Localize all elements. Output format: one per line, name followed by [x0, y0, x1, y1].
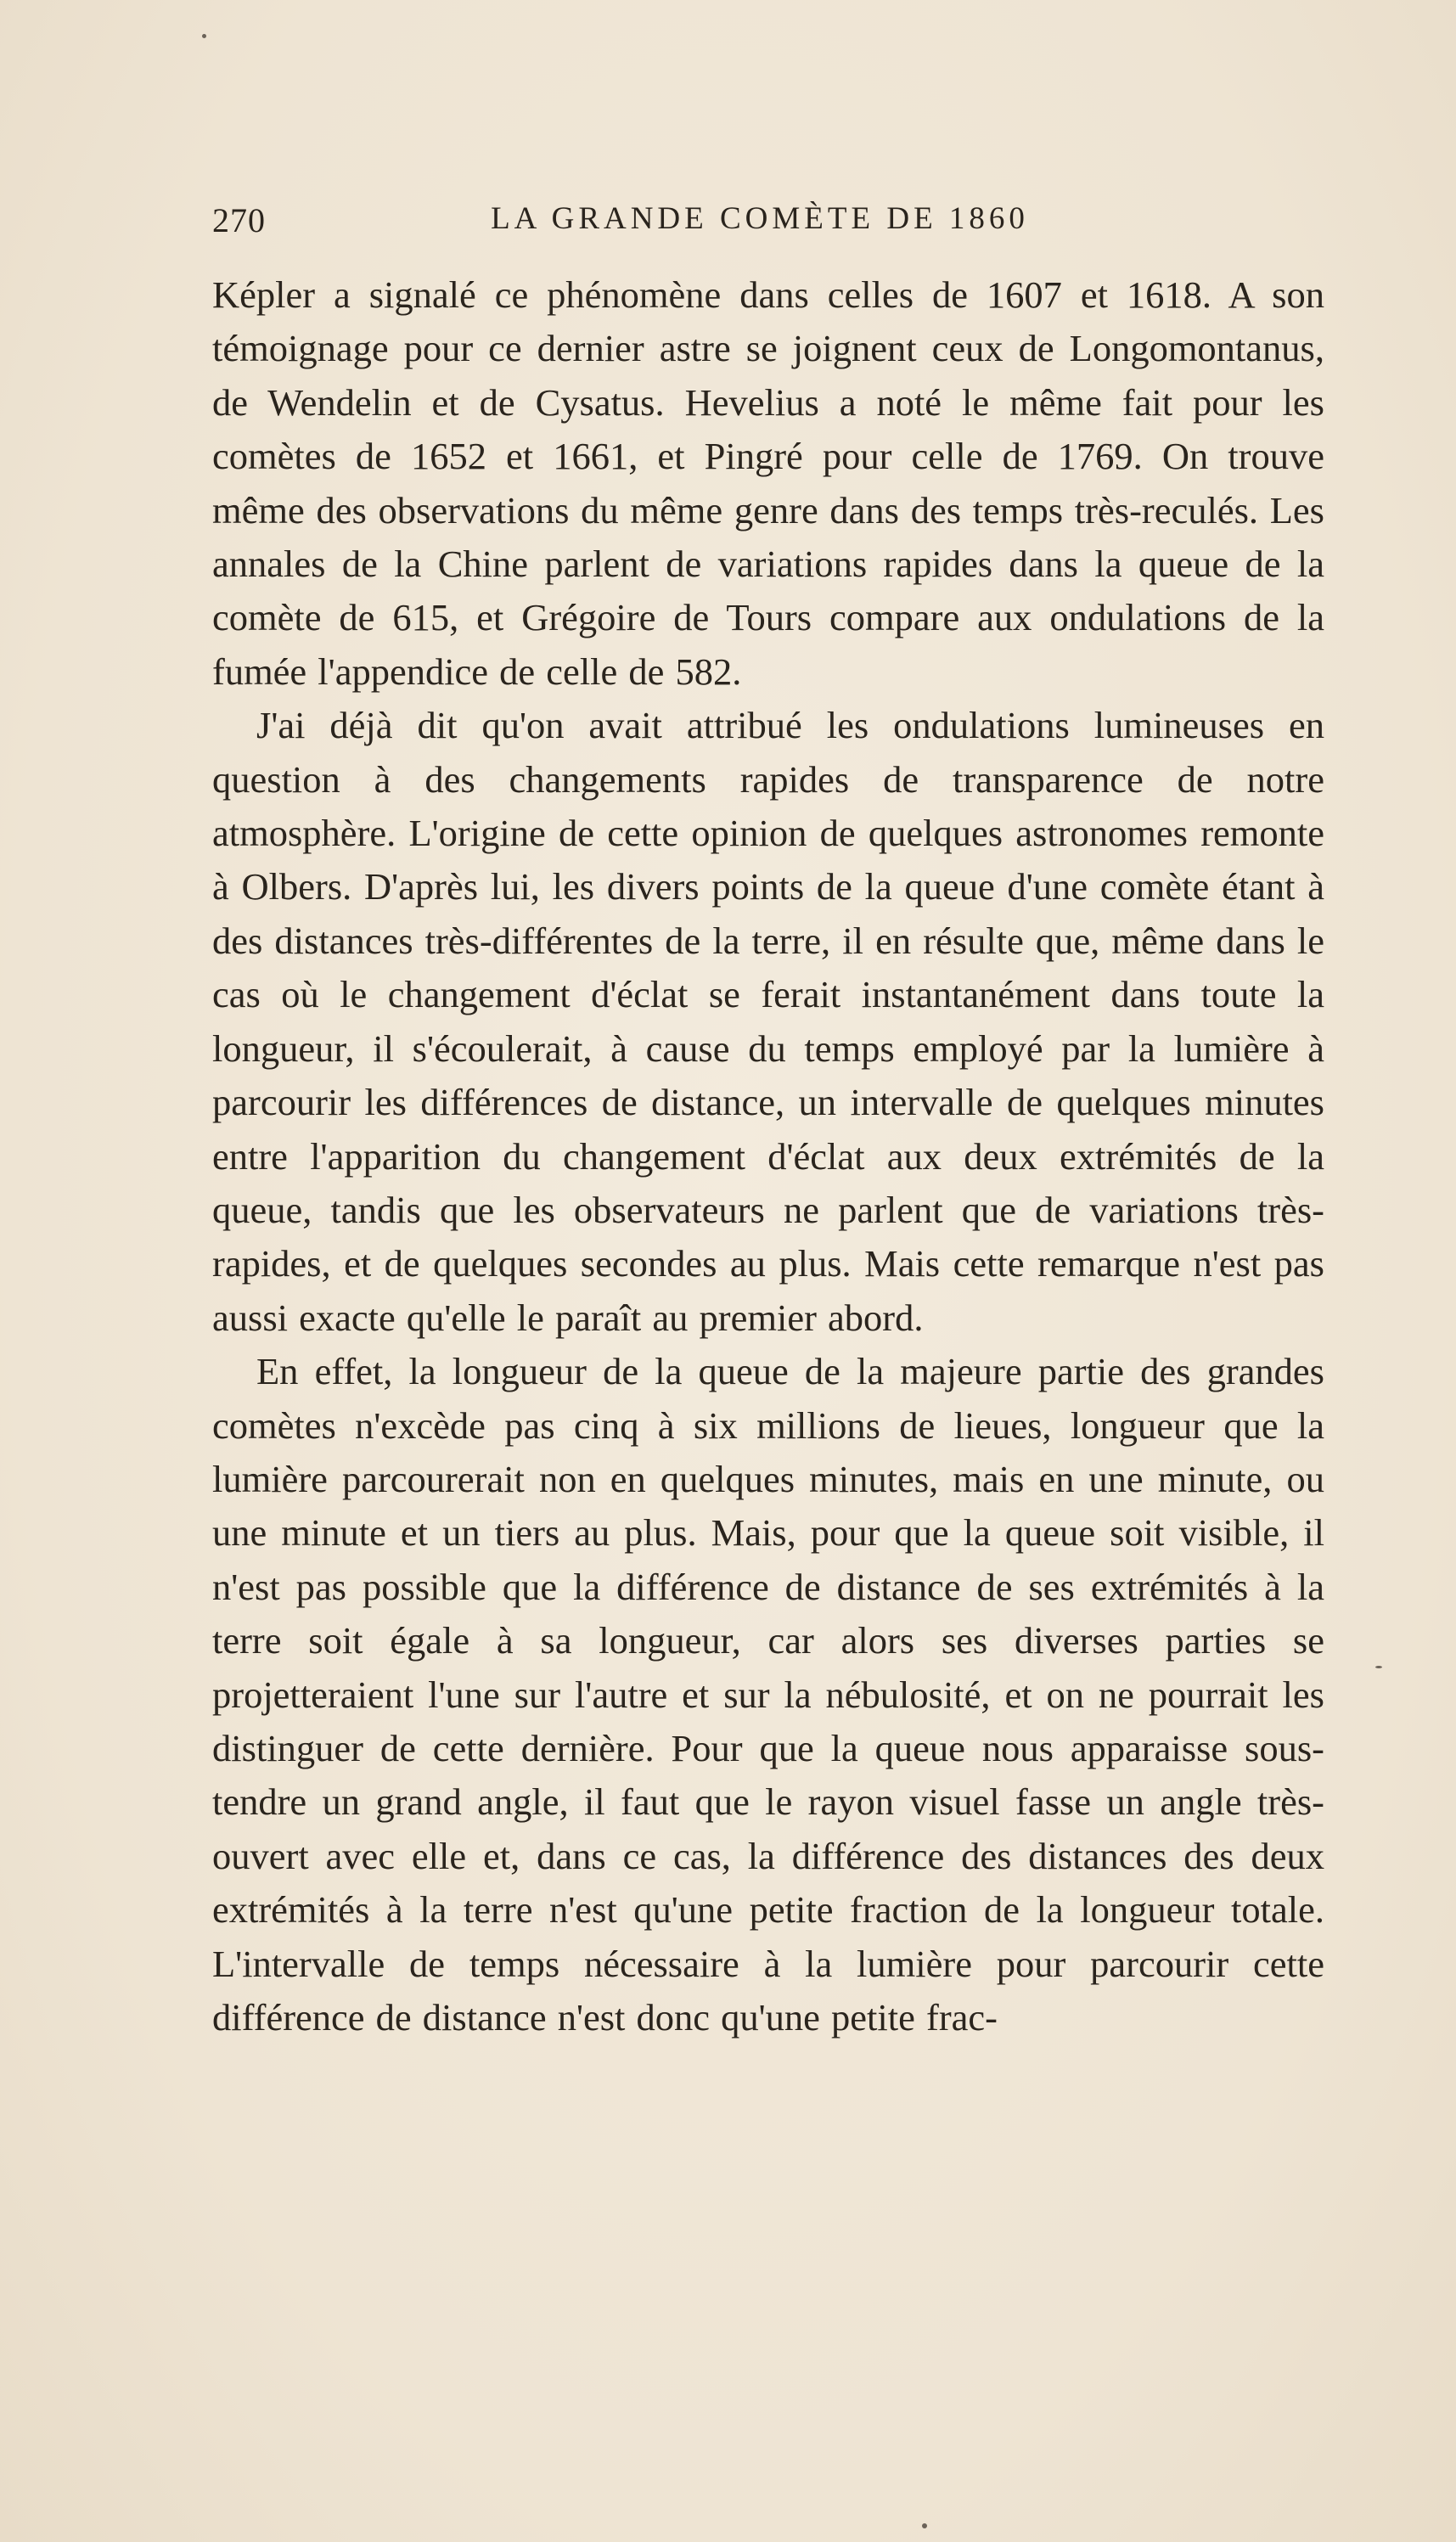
print-speck — [922, 2523, 927, 2528]
running-title: LA GRANDE COMÈTE DE 1860 — [491, 201, 1029, 236]
paragraph-1: Képler a signalé ce phénomène dans celles de 1607 et 1618. A son témoignage pour ce dernier astre se joignent ceux de Longomontanus, de Wendelin et de Cysatus. Hevelius a noté le même fait pour les comètes de 1652 et 1661, et Pingré pour celle de 1769. On trouve même des observations du même genre dans des temps très-reculés. Les annales de la Chine parlent de variations rapides dans la queue de la comète de 615, et Grégoire de Tours compare aux ondulations de la fumée l'appendice de celle de 582. — [212, 273, 1324, 693]
page-header — [212, 200, 1307, 251]
paragraph-2: J'ai déjà dit qu'on avait attribué les ondulations lumineuses en question à des changements rapides de transparence de notre atmosphère. L'origine de cette opinion de quelques astronomes remonte à Olbers. D'après lui, les divers points de la queue d'une comète étant à des distances très-différentes de la terre, il en résulte que, même dans le cas où le changement d'éclat se ferait instantanément dans toute la longueur, il s'écoulerait, à cause du temps employé par la lumière à parcourir les différences de distance, un intervalle de quelques minutes entre l'apparition du changement d'éclat aux deux extrémités de la queue, tandis que les observateurs ne parlent que de variations très-rapides, et de quelques secondes au plus. Mais cette remarque n'est pas aussi exacte qu'elle le paraît au premier abord. — [212, 704, 1324, 1339]
page-number: 270 — [212, 201, 266, 239]
body-text — [212, 268, 1324, 2044]
paragraph-3: En effet, la longueur de la queue de la majeure partie des grandes comètes n'excède pas cinq à six millions de lieues, longueur que la lumière parcourerait non en quelques minutes, mais en une minute, ou une minute et un tiers au plus. Mais, pour que la queue soit visible, il n'est pas possible que la différence de distance de ses extrémités à la terre soit égale à sa longueur, car alors ses diverses parties se projetteraient l'une sur l'autre et sur la nébulosité, et on ne pourrait les distinguer de cette dernière. Pour que la queue nous apparaisse sous-tendre un grand angle, il faut que le rayon visuel fasse un angle très-ouvert avec elle et, dans ce cas, la différence des distances des deux extrémités à la terre n'est qu'une petite fraction de la longueur totale. L'intervalle de temps nécessaire à la lumière pour parcourir cette différence de distance n'est donc qu'une petite frac- — [212, 1350, 1324, 2039]
print-speck — [1375, 1666, 1382, 1668]
print-speck — [202, 34, 206, 38]
